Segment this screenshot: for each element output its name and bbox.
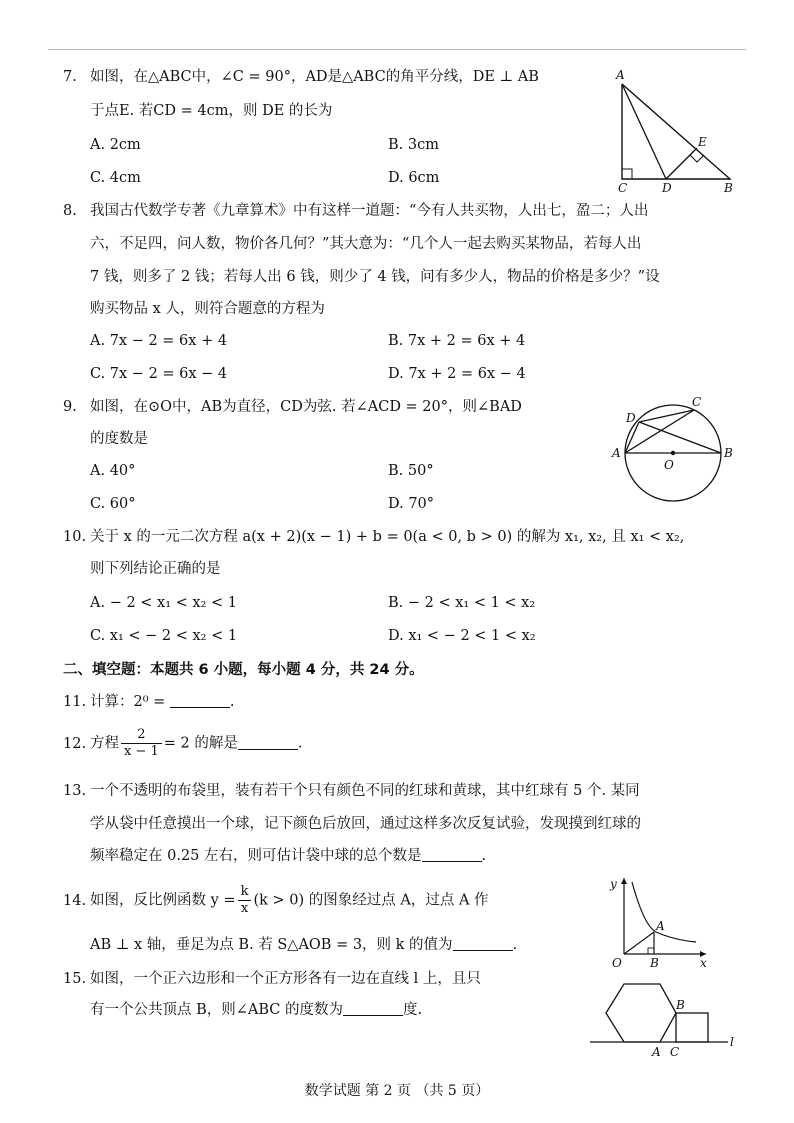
q8-option-c: C. 7x − 2 = 6x − 4 bbox=[90, 366, 228, 382]
label-b: B bbox=[724, 446, 733, 460]
q7-option-a: A. 2cm bbox=[90, 137, 141, 153]
q9-line1 bbox=[63, 392, 522, 422]
q15-text: 如图，一个正六边形和一个正方形各有一边在直线 l 上，且只 bbox=[90, 971, 481, 987]
question-number: 9. bbox=[63, 399, 77, 415]
label-a: A bbox=[616, 68, 625, 82]
label-b: B bbox=[724, 181, 733, 194]
q8-line1 bbox=[63, 196, 648, 226]
q9-circle-figure bbox=[606, 394, 746, 504]
q15-end: 度. bbox=[403, 1002, 423, 1018]
label-d: D bbox=[662, 181, 672, 194]
label-a: A bbox=[656, 919, 665, 933]
q10-text: 关于 x 的一元二次方程 a(x + 2)(x − 1) + b = 0(a < 0, b > 0) 的解为 x₁, x₂, 且 x₁ < x₂, bbox=[90, 529, 685, 545]
q9-option-c: C. 60° bbox=[90, 496, 136, 512]
question-number: 15. bbox=[63, 971, 87, 987]
q7-option-d: D. 6cm bbox=[388, 170, 440, 186]
label-e: E bbox=[698, 135, 707, 149]
page-footer: 数学试题 第 2 页 （共 5 页） bbox=[304, 1083, 490, 1099]
q8-option-a: A. 7x − 2 = 6x + 4 bbox=[90, 333, 228, 349]
q14-line1 bbox=[63, 884, 489, 917]
q12-pre: 方程 bbox=[90, 735, 119, 752]
label-c: C bbox=[670, 1045, 680, 1059]
q9-option-b: B. 50° bbox=[388, 463, 434, 479]
q8-line3: 7 钱，则多了 2 钱；若每人出 6 钱，则少了 4 钱，问有多少人，物品的价格是多少？”设 bbox=[90, 269, 660, 285]
q10-option-c: C. x₁ < − 2 < x₂ < 1 bbox=[90, 628, 238, 644]
question-number: 12. bbox=[63, 735, 87, 752]
question-number: 14. bbox=[63, 892, 87, 909]
q11-text: 计算：2⁰ = bbox=[90, 694, 166, 710]
question-number: 13. bbox=[63, 783, 87, 799]
q14-line2 bbox=[90, 930, 517, 960]
answer-blank[interactable] bbox=[343, 999, 403, 1016]
q15-hexagon-square-figure bbox=[590, 978, 740, 1060]
label-l: l bbox=[730, 1035, 734, 1049]
q15-line1 bbox=[63, 964, 481, 994]
q14-post: (k > 0) 的图象经过点 A，过点 A 作 bbox=[253, 892, 489, 909]
q14-pre: 如图，反比例函数 y = bbox=[90, 892, 236, 909]
q12-fraction bbox=[121, 727, 162, 760]
label-a: A bbox=[652, 1045, 661, 1059]
answer-blank[interactable] bbox=[453, 934, 513, 951]
q10-line1 bbox=[63, 522, 684, 552]
q13-line1 bbox=[63, 776, 640, 806]
label-o: O bbox=[664, 458, 674, 472]
label-c: C bbox=[618, 181, 628, 194]
q14-line2-text: AB ⊥ x 轴，垂足为点 B. 若 S△AOB = 3，则 k 的值为 bbox=[90, 937, 453, 953]
q9-option-a: A. 40° bbox=[90, 463, 136, 479]
denominator: x − 1 bbox=[124, 744, 159, 759]
label-x: x bbox=[700, 956, 707, 968]
q15-line2 bbox=[90, 995, 422, 1025]
question-number: 7. bbox=[63, 69, 77, 85]
q8-line4: 购买物品 x 人，则符合题意的方程为 bbox=[90, 301, 325, 317]
q11-end: . bbox=[229, 694, 235, 710]
label-c: C bbox=[692, 395, 702, 409]
label-y: y bbox=[610, 877, 617, 891]
q7-text: 如图，在△ABC中，∠C = 90°，AD是△ABC的角平分线，DE ⊥ AB bbox=[90, 69, 539, 85]
label-a: A bbox=[612, 446, 621, 460]
q10-option-b: B. − 2 < x₁ < 1 < x₂ bbox=[388, 595, 536, 611]
numerator: 2 bbox=[121, 727, 162, 744]
q8-option-b: B. 7x + 2 = 6x + 4 bbox=[388, 333, 526, 349]
label-o: O bbox=[612, 956, 622, 968]
q9-line2: 的度数是 bbox=[90, 431, 148, 447]
q12-post: = 2 的解是 bbox=[163, 735, 238, 752]
q7-line1 bbox=[63, 62, 539, 92]
q14-fraction bbox=[238, 884, 252, 917]
q14-end: . bbox=[512, 937, 518, 953]
q12-end: . bbox=[297, 735, 303, 752]
q8-line2: 六，不足四，问人数，物价各几何？”其大意为：“几个人一起去购买某物品，若每人出 bbox=[90, 236, 642, 252]
q7-option-c: C. 4cm bbox=[90, 170, 141, 186]
q13-line2: 学从袋中任意摸出一个球，记下颜色后放回，通过这样多次反复试验，发现摸到红球的 bbox=[90, 816, 641, 832]
label-d: D bbox=[626, 411, 636, 425]
answer-blank[interactable] bbox=[170, 691, 230, 708]
q10-line2: 则下列结论正确的是 bbox=[90, 561, 221, 577]
q9-text: 如图，在⊙O中，AB为直径，CD为弦. 若∠ACD = 20°，则∠BAD bbox=[90, 399, 522, 415]
q8-option-d: D. 7x + 2 = 6x − 4 bbox=[388, 366, 526, 382]
answer-blank[interactable] bbox=[238, 733, 298, 750]
label-b: B bbox=[650, 956, 659, 968]
numerator: k bbox=[238, 884, 252, 901]
q13-end: . bbox=[481, 848, 487, 864]
q7-option-b: B. 3cm bbox=[388, 137, 439, 153]
q9-option-d: D. 70° bbox=[388, 496, 435, 512]
question-number: 10. bbox=[63, 529, 87, 545]
top-rule bbox=[48, 49, 746, 50]
section-heading: 二、填空题：本题共 6 小题，每小题 4 分，共 24 分。 bbox=[63, 662, 424, 678]
answer-blank[interactable] bbox=[422, 845, 482, 862]
label-b: B bbox=[676, 998, 685, 1012]
q14-graph-figure bbox=[596, 874, 716, 968]
q12-line bbox=[63, 727, 302, 760]
q15-line2-text: 有一个公共顶点 B，则∠ABC 的度数为 bbox=[90, 1002, 344, 1018]
q7-triangle-figure bbox=[608, 64, 748, 194]
q10-option-a: A. − 2 < x₁ < x₂ < 1 bbox=[90, 595, 237, 611]
q7-line2: 于点E. 若CD = 4cm，则 DE 的长为 bbox=[90, 103, 333, 119]
q13-line3-text: 频率稳定在 0.25 左右，则可估计袋中球的总个数是 bbox=[90, 848, 422, 864]
question-number: 8. bbox=[63, 203, 77, 219]
q8-text: 我国古代数学专著《九章算术》中有这样一道题：“今有人共买物，人出七，盈二；人出 bbox=[90, 203, 649, 219]
q10-option-d: D. x₁ < − 2 < 1 < x₂ bbox=[388, 628, 536, 644]
q13-line3 bbox=[90, 841, 486, 871]
q11-line bbox=[63, 687, 235, 717]
denominator: x bbox=[240, 901, 249, 916]
q13-text: 一个不透明的布袋里，装有若干个只有颜色不同的红球和黄球，其中红球有 5 个. 某同 bbox=[90, 783, 640, 799]
question-number: 11. bbox=[63, 694, 87, 710]
